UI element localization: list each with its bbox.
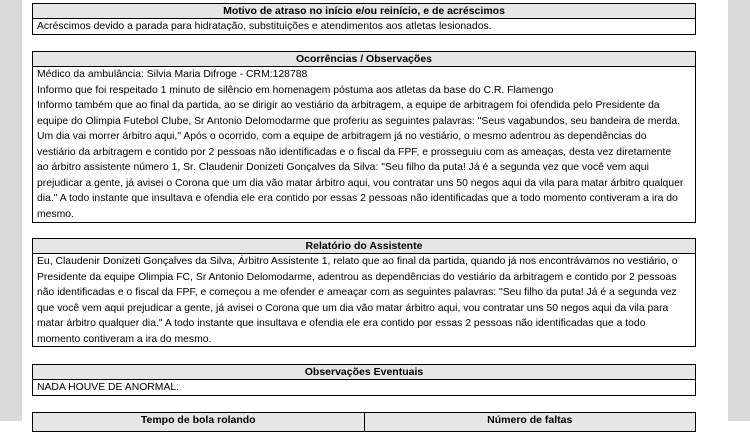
delay-reason-section	[32, 3, 696, 35]
section-title: Relatório do Assistente	[33, 239, 695, 254]
assistant-report-section	[32, 238, 696, 347]
section-title: Ocorrências / Observações	[33, 52, 695, 67]
ball-in-play-time-header: Tempo de bola rolando	[140, 414, 256, 426]
section-title: Observações Eventuais	[33, 365, 695, 380]
eventual-observations-section	[32, 364, 696, 396]
stats-table-header	[32, 412, 696, 432]
section-text: Médico da ambulância: Silvia Maria Difroge - CRM:128788 Informo que foi respeitado 1 minuto de silêncio em homenagem póstuma aos atletas da base do C.R. Flamengo Informo também que ao final da partida, ao se dirigir ao vestiário da arbitragem, a equipe de arbitragem foi ofendida pelo Presidente da equipe do Olimpia Futebol Clube, Sr Antonio Delomodarme que proferiu as seguintes palavras: "Seus vagabundos, seu bandeira de merda. Um dia vai morrer árbitro aqui," Após o ocorrido, com a equipe de arbitragem já no vestiário, o mesmo adentrou as dependências do vestiário da arbitragem e contido por 2 pessoas não identificadas e o fiscal da FPF, e prosseguiu com as ameaças, desta vez diretamente ao árbitro assistente número 1, Sr. Claudenir Donizeti Gonçalves da Silva: "Seu filho da puta! Já é a segunda vez que você vem aqui prejudicar a gente, já avisei o Corona que um dia vão matar árbitro aqui, vou contratar uns 50 negos aqui da vila para matar árbitro qualquer dia." A todo instante que insultava e ofendia ele era contido por essas 2 pessoas não identificadas que a todo momento contiveram a ira do mesmo.	[37, 69, 684, 220]
section-title: Motivo de atraso no início e/ou reinício, e de acréscimos	[33, 4, 695, 19]
section-text: Eu, Claudenir Donizeti Gonçalves da Silva, Árbitro Assistente 1, relato que ao final da partida, quando já nos encontrávamos no vestiário, o Presidente da equipe Olimpia FC, Sr Antonio Delomodarme, adentrou as dependências do vestiário da arbitragem e contido por 2 pessoas não identificadas e o fiscal da FPF, e começou a me ofender e ameaçar com as seguintes palavras: "Seu filho da puta! Já é a segunda vez que você vem aqui prejudicar a gente, já avisei o Corona que um dia vão matar árbitro aqui, vou contratar uns 50 negos aqui da vila para matar árbitro qualquer dia." A todo instante que insultava e ofendia ele era contido por essas 2 pessoas não identificadas que a todo momento contiveram a ira do mesmo.	[37, 256, 678, 345]
right-margin	[728, 0, 750, 421]
section-text: NADA HOUVE DE ANORMAL.	[37, 382, 180, 393]
fouls-count-header: Número de faltas	[364, 413, 696, 431]
occurrences-section	[32, 51, 696, 223]
left-margin	[0, 0, 22, 421]
section-text: Acréscimos devido a parada para hidratação, substituições e atendimentos aos atletas lesionados.	[37, 21, 492, 32]
